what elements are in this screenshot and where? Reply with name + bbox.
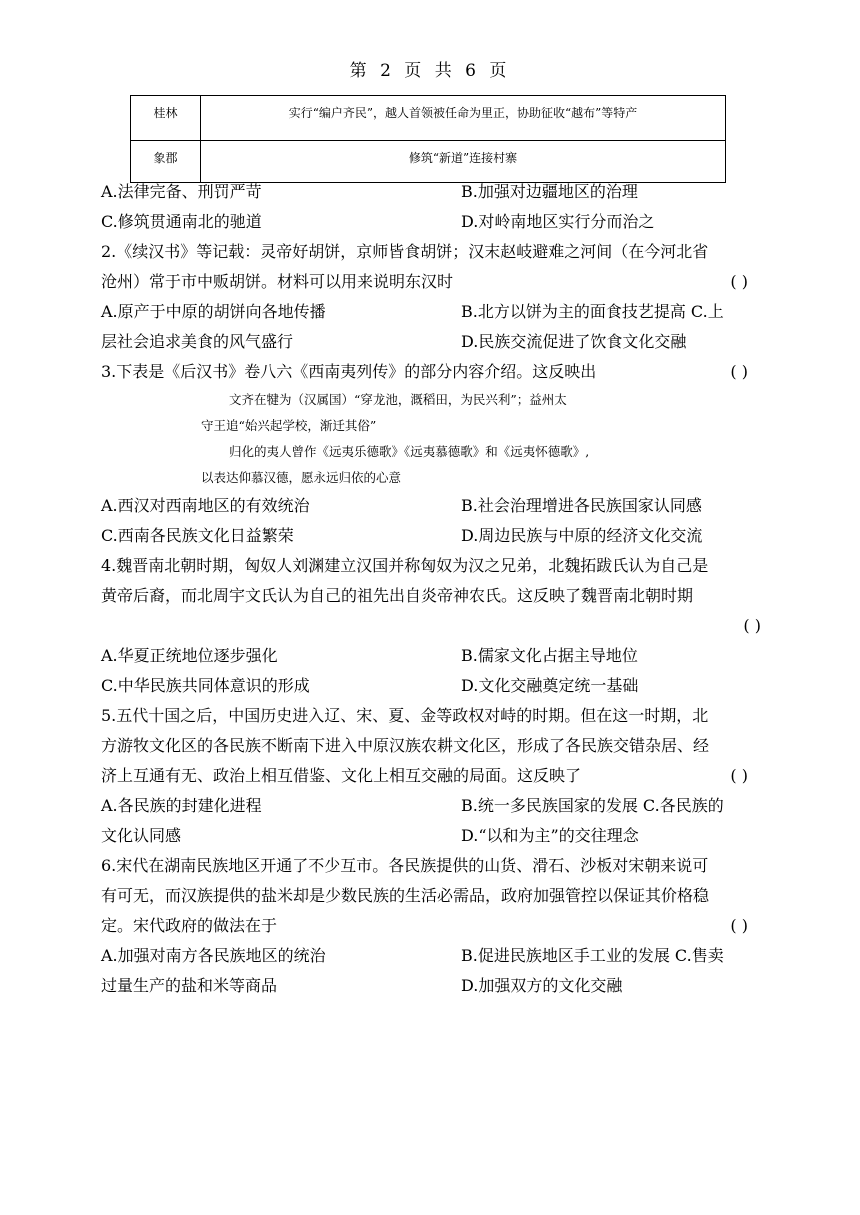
q6-options-row-1 bbox=[101, 941, 761, 971]
q5-stem-line-3 bbox=[101, 761, 761, 791]
q4-answer-blank-line bbox=[101, 611, 761, 641]
q2-option-a[interactable]: A.原产于中原的胡饼向各地传播 bbox=[101, 302, 326, 321]
q3-quote-line: 以表达仰慕汉德，愿永远归依的心意 bbox=[201, 470, 402, 485]
q3-options-row-2 bbox=[101, 521, 761, 551]
q5-stem-text: 济上互通有无、政治上相互借鉴、文化上相互交融的局面。这反映了 bbox=[101, 766, 582, 785]
q3-option-c[interactable]: C.西南各民族文化日益繁荣 bbox=[101, 526, 294, 545]
q1-option-b[interactable]: B.加强对边疆地区的治理 bbox=[461, 182, 638, 201]
q2-stem-line-2 bbox=[101, 267, 761, 297]
q3-option-b[interactable]: B.社会治理增进各民族国家认同感 bbox=[461, 496, 702, 515]
q6-stem-line-1: 6.宋代在湖南民族地区开通了不少互市。各民族提供的山货、滑石、沙板对宋朝来说可 bbox=[101, 856, 709, 875]
q4-stem-line-1: 4.魏晋南北朝时期，匈奴人刘渊建立汉国并称匈奴为汉之兄弟，北魏拓跋氏认为自己是 bbox=[101, 556, 709, 575]
q5-options-row-2 bbox=[101, 821, 761, 851]
question-content bbox=[101, 177, 761, 1001]
q4-option-d[interactable]: D.文化交融奠定统一基础 bbox=[461, 676, 639, 695]
q4-options-row-1 bbox=[101, 641, 761, 671]
q2-options-row-1 bbox=[101, 297, 761, 327]
table-cell-desc: 修筑“新道”连接村寨 bbox=[201, 141, 726, 183]
q5-options-row-1 bbox=[101, 791, 761, 821]
q5-answer-blank[interactable]: ( ) bbox=[730, 766, 748, 785]
q6-option-c-cont[interactable]: 过量生产的盐和米等商品 bbox=[101, 976, 278, 995]
q5-stem-line-1: 5.五代十国之后，中国历史进入辽、宋、夏、金等政权对峙的时期。但在这一时期，北 bbox=[101, 706, 709, 725]
q1-options-row-1 bbox=[101, 177, 761, 207]
q5-option-d[interactable]: D.“以和为主”的交往理念 bbox=[461, 826, 639, 845]
table-cell-place: 桂林 bbox=[131, 96, 201, 141]
q6-answer-blank[interactable]: ( ) bbox=[730, 916, 748, 935]
table-cell-place: 象郡 bbox=[131, 141, 201, 183]
info-table bbox=[130, 95, 726, 183]
q6-option-a[interactable]: A.加强对南方各民族地区的统治 bbox=[101, 946, 326, 965]
q3-option-d[interactable]: D.周边民族与中原的经济文化交流 bbox=[461, 526, 703, 545]
q3-quote-box bbox=[101, 387, 761, 491]
q4-option-b[interactable]: B.儒家文化占据主导地位 bbox=[461, 646, 638, 665]
q2-options-row-2 bbox=[101, 327, 761, 357]
q5-option-a[interactable]: A.各民族的封建化进程 bbox=[101, 796, 262, 815]
q3-answer-blank[interactable]: ( ) bbox=[730, 362, 748, 381]
q2-option-c-cont[interactable]: 层社会追求美食的风气盛行 bbox=[101, 332, 294, 351]
q4-answer-blank[interactable]: ( ) bbox=[743, 616, 761, 635]
q3-quote-line: 文齐在犍为（汉属国）“穿龙池，溉稻田，为民兴利”；益州太 bbox=[229, 392, 567, 407]
q2-answer-blank[interactable]: ( ) bbox=[730, 272, 748, 291]
q4-stem-line-2: 黄帝后裔，而北周宇文氏认为自己的祖先出自炎帝神农氏。这反映了魏晋南北朝时期 bbox=[101, 586, 694, 605]
q1-option-c[interactable]: C.修筑贯通南北的驰道 bbox=[101, 212, 262, 231]
q6-option-d[interactable]: D.加强双方的文化交融 bbox=[461, 976, 623, 995]
q3-option-a[interactable]: A.西汉对西南地区的有效统治 bbox=[101, 496, 310, 515]
q1-options-row-2 bbox=[101, 207, 761, 237]
q6-stem-text: 定。宋代政府的做法在于 bbox=[101, 916, 278, 935]
q4-options-row-2 bbox=[101, 671, 761, 701]
q3-quote-line: 归化的夷人曾作《远夷乐德歌》《远夷慕德歌》和《远夷怀德歌》, bbox=[229, 444, 590, 459]
q6-options-row-2 bbox=[101, 971, 761, 1001]
q1-option-a[interactable]: A.法律完备、刑罚严苛 bbox=[101, 182, 262, 201]
q6-stem-line-2: 有可无，而汉族提供的盐米却是少数民族的生活必需品，政府加强管控以保证其价格稳 bbox=[101, 886, 710, 905]
q2-option-d[interactable]: D.民族交流促进了饮食文化交融 bbox=[461, 332, 687, 351]
table-row bbox=[131, 96, 726, 141]
q5-option-c-cont[interactable]: 文化认同感 bbox=[101, 826, 182, 845]
q4-option-a[interactable]: A.华夏正统地位逐步强化 bbox=[101, 646, 278, 665]
page-number: 第 2 页 共 6 页 bbox=[349, 61, 511, 81]
q2-option-b[interactable]: B.北方以饼为主的面食技艺提高 C.上 bbox=[461, 302, 724, 321]
q3-options-row-1 bbox=[101, 491, 761, 521]
q2-stem-text: 沧州）常于市中贩胡饼。材料可以用来说明东汉时 bbox=[101, 272, 454, 291]
table-cell-desc: 实行“编户齐民”，越人首领被任命为里正，协助征收“越布”等特产 bbox=[201, 96, 726, 141]
q5-stem-line-2: 方游牧文化区的各民族不断南下进入中原汉族农耕文化区，形成了各民族交错杂居、经 bbox=[101, 736, 710, 755]
q3-quote-line: 守王追“始兴起学校，渐迁其俗” bbox=[201, 418, 377, 433]
q5-option-b[interactable]: B.统一多民族国家的发展 C.各民族的 bbox=[461, 796, 724, 815]
q3-stem-text: 3.下表是《后汉书》卷八六《西南夷列传》的部分内容介绍。这反映出 bbox=[101, 362, 597, 381]
q2-stem-line-1: 2.《续汉书》等记载：灵帝好胡饼，京师皆食胡饼；汉末赵岐避难之河间（在今河北省 bbox=[101, 242, 709, 261]
q6-option-b[interactable]: B.促进民族地区手工业的发展 C.售卖 bbox=[461, 946, 724, 965]
q6-stem-line-3 bbox=[101, 911, 761, 941]
q3-stem-line bbox=[101, 357, 761, 387]
q1-option-d[interactable]: D.对岭南地区实行分而治之 bbox=[461, 212, 655, 231]
q4-option-c[interactable]: C.中华民族共同体意识的形成 bbox=[101, 676, 310, 695]
